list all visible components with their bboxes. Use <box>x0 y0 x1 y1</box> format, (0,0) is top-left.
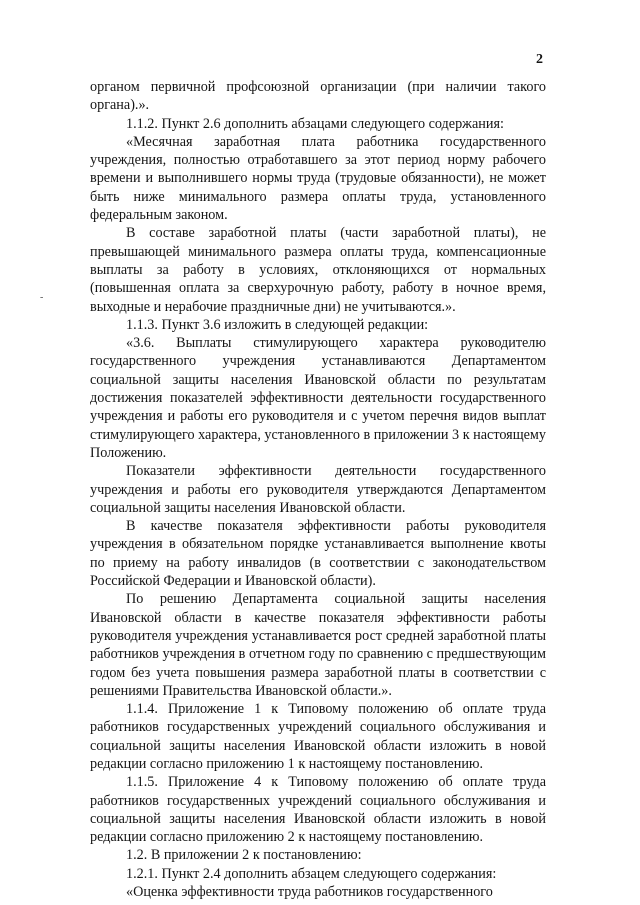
document-body <box>90 78 546 901</box>
paragraph: Показатели эффективности деятельности государственного учреждения и работы его руководителя утверждаются Департаментом социальной защиты населения Ивановской области. <box>90 463 546 516</box>
paragraph: «Оценка эффективности труда работников государственного <box>126 884 493 901</box>
paragraph: 1.1.4. Приложение 1 к Типовому положению об оплате труда работников государственных учреждений социального обслуживания и социальной защиты населения Ивановской области изложить в новой редакции согласно приложению 1 к настоящему постановлению. <box>90 701 546 772</box>
paragraph: «Месячная заработная плата работника государственного учреждения, полностью отработавшего за этот период норму рабочего времени и выполнившего нормы труда (трудовые обязанности), не может быть ниже минимального размера оплаты труда, установленного федеральным законом. <box>90 133 546 224</box>
paragraph: 1.1.2. Пункт 2.6 дополнить абзацами следующего содержания: <box>126 115 504 132</box>
paragraph: 1.1.3. Пункт 3.6 изложить в следующей редакции: <box>126 316 429 333</box>
paragraph: В составе заработной платы (части заработной платы), не превышающей минимального размера оплаты труда, компенсационные выплаты за работу в условиях, отклоняющихся от нормальных (повышенная оплата за сверхурочную работу, работу в ночное время, выходные и нерабочие праздничные дни) не учитываются.». <box>90 225 546 315</box>
paragraph: органом первичной профсоюзной организации (при наличии такого органа).». <box>90 79 546 114</box>
paragraph: По решению Департамента социальной защиты населения Ивановской области в качестве показателя эффективности работы руководителя учреждения устанавливается рост средней заработной платы работников учреждения в отчетном году по сравнению с предшествующим годом без учета повышения размера заработной платы в соответствии с решениями Правительства Ивановской области.». <box>90 591 546 699</box>
paragraph: В качестве показателя эффективности работы руководителя учреждения в обязательном порядке устанавливается выполнение квоты по приему на работу инвалидов (в соответствии с законодательством Российской Федерации и Ивановской области). <box>90 518 546 590</box>
paragraph: «3.6. Выплаты стимулирующего характера руководителю государственного учреждения устанавливаются Департаментом социальной защиты населения Ивановской области по результатам достижения показателей эффективности деятельности государственного учреждения и работы его руководителя и с учетом перечня видов выплат стимулирующего характера, установленного в приложении 3 к настоящему Положению. <box>90 335 546 461</box>
page-number: 2 <box>536 52 543 67</box>
paragraph: 1.2.1. Пункт 2.4 дополнить абзацем следующего содержания: <box>126 865 497 882</box>
paragraph: 1.1.5. Приложение 4 к Типовому положению об оплате труда работников государственных учреждений социального обслуживания и социальной защиты населения Ивановской области изложить в новой редакции согласно приложению 2 к настоящему постановлению. <box>90 774 546 846</box>
paragraph: 1.2. В приложении 2 к постановлению: <box>126 847 362 864</box>
scan-mark: - <box>40 292 44 303</box>
